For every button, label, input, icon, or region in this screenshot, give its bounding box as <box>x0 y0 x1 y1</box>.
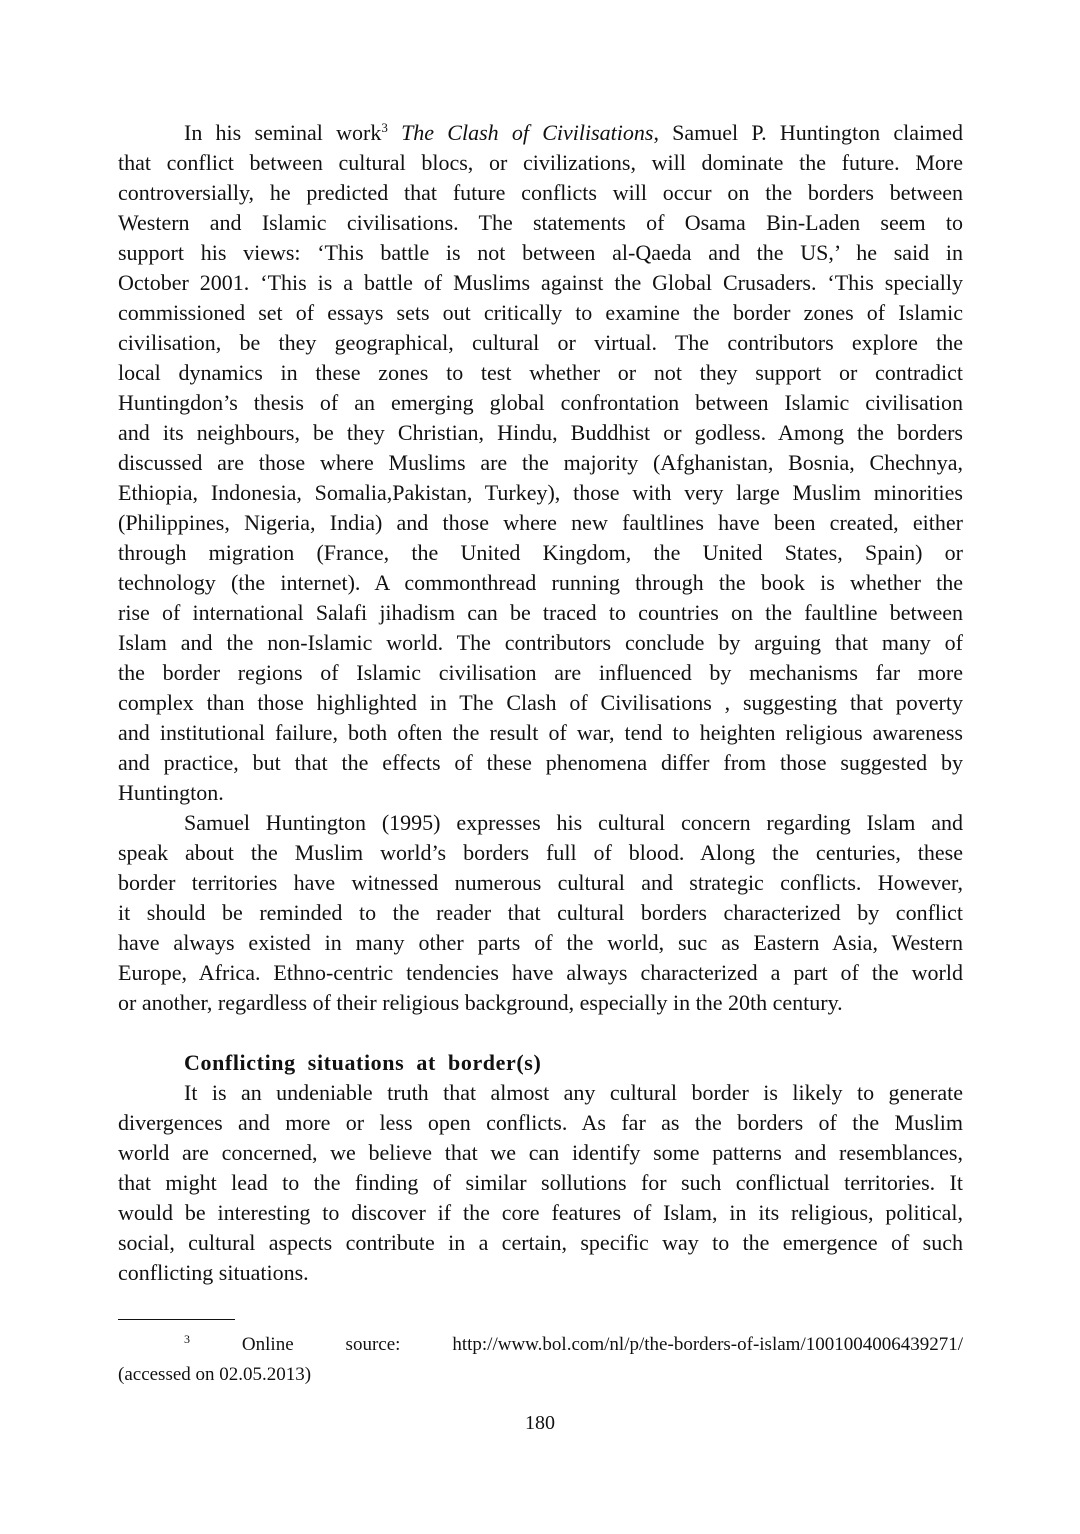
paragraph-line: Samuel Huntington (1995) expresses his cultural concern regarding Islam and <box>184 810 963 835</box>
paragraph-line: conflicting situations. <box>118 1260 309 1285</box>
paragraph-line: the border regions of Islamic civilisation are influenced by mechanisms far more <box>118 660 963 685</box>
paragraph-line: Western and Islamic civilisations. The statements of Osama Bin-Laden seem to <box>118 210 963 235</box>
line-text: In his seminal work <box>184 120 382 145</box>
paragraph-line: divergences and more or less open conflicts. As far as the borders of the Muslim <box>118 1110 963 1135</box>
paragraph-line: or another, regardless of their religious background, especially in the 20th century. <box>118 990 843 1015</box>
paragraph-line: have always existed in many other parts of the world, suc as Eastern Asia, Western <box>118 930 963 955</box>
paragraph-line: October 2001. ‘This is a battle of Muslims against the Global Crusaders. ‘This specially <box>118 270 963 295</box>
paragraph-line: that conflict between cultural blocs, or civilizations, will dominate the future. More <box>118 150 963 175</box>
footnote-reference[interactable]: 3 <box>381 120 388 135</box>
paragraph-line: Huntingdon’s thesis of an emerging global confrontation between Islamic civilisation <box>118 390 963 415</box>
paragraph-line: (Philippines, Nigeria, India) and those where new faultlines have been created, either <box>118 510 963 535</box>
paragraph-line: would be interesting to discover if the core features of Islam, in its religious, political, <box>118 1200 963 1225</box>
paragraph-line: controversially, he predicted that future conflicts will occur on the borders between <box>118 180 963 205</box>
page-number: 180 <box>525 1412 555 1434</box>
paragraph-line: social, cultural aspects contribute in a certain, specific way to the emergence of such <box>118 1230 963 1255</box>
paragraph-line: It is an undeniable truth that almost any cultural border is likely to generate <box>184 1080 963 1105</box>
footnote-mark: 3 <box>184 1332 190 1346</box>
footnote-separator <box>118 1319 235 1320</box>
paragraph-line: Europe, Africa. Ethno-centric tendencies have always characterized a part of the world <box>118 960 963 985</box>
paragraph-line: border territories have witnessed numerous cultural and strategic conflicts. However, <box>118 870 963 895</box>
paragraph-line: it should be reminded to the reader that cultural borders characterized by conflict <box>118 900 963 925</box>
book-title: The Clash of Civilisations <box>401 120 654 145</box>
body-text <box>118 118 963 1288</box>
spacer <box>118 1018 963 1048</box>
footnote-line <box>118 1330 963 1360</box>
paragraph-line: Huntington. <box>118 780 224 805</box>
paragraph-line: speak about the Muslim world’s borders full of blood. Along the centuries, these <box>118 840 963 865</box>
paragraph-line: commissioned set of essays sets out critically to examine the border zones of Islamic <box>118 300 963 325</box>
paragraph-line: local dynamics in these zones to test whether or not they support or contradict <box>118 360 963 385</box>
paragraph-line: through migration (France, the United Kingdom, the United States, Spain) or <box>118 540 963 565</box>
paragraph-line: and institutional failure, both often the result of war, tend to heighten religious awareness <box>118 720 963 745</box>
paragraph-line: Ethiopia, Indonesia, Somalia,Pakistan, Turkey), those with very large Muslim minorities <box>118 480 963 505</box>
paragraph-line <box>118 118 963 148</box>
paragraph-line: and its neighbours, be they Christian, Hindu, Buddhist or godless. Among the borders <box>118 420 963 445</box>
paragraph-line: that might lead to the finding of similar sollutions for such conflictual territories. It <box>118 1170 963 1195</box>
paragraph-line: technology (the internet). A commonthread running through the book is whether the <box>118 570 963 595</box>
paragraph-line: Islam and the non-Islamic world. The contributors conclude by arguing that many of <box>118 630 963 655</box>
paragraph-line: world are concerned, we believe that we can identify some patterns and resemblances, <box>118 1140 963 1165</box>
footnote-line: (accessed on 02.05.2013) <box>118 1364 312 1385</box>
line-text: , Samuel P. Huntington claimed <box>653 120 963 145</box>
paragraph-line: rise of international Salafi jihadism can be traced to countries on the faultline between <box>118 600 963 625</box>
footnote-source[interactable]: Online source: http://www.bol.com/nl/p/the-borders-of-islam/1001004006439271/ <box>190 1334 963 1355</box>
paragraph-line: and practice, but that the effects of these phenomena differ from those suggested by <box>118 750 963 775</box>
paragraph-line: support his views: ‘This battle is not between al-Qaeda and the US,’ he said in <box>118 240 963 265</box>
paragraph-line: civilisation, be they geographical, cultural or virtual. The contributors explore the <box>118 330 963 355</box>
paragraph-line: discussed are those where Muslims are the majority (Afghanistan, Bosnia, Chechnya, <box>118 450 963 475</box>
footnote <box>118 1330 963 1390</box>
paragraph-line: complex than those highlighted in The Clash of Civilisations , suggesting that poverty <box>118 690 963 715</box>
section-heading: Conflicting situations at border(s) <box>184 1050 542 1075</box>
